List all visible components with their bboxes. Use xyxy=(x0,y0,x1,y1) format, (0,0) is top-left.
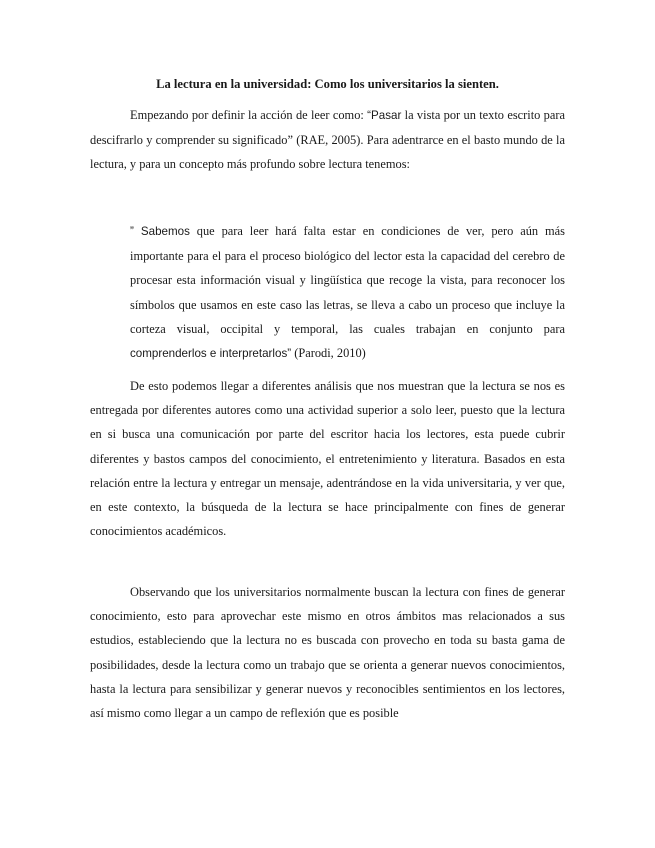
quote-close: comprenderlos e interpretarlos” xyxy=(130,347,292,361)
quote-open-sabemos: ” Sabemos xyxy=(130,225,190,238)
paragraph-3: Observando que los universitarios normalmente buscan la lectura con fines de generar conocimiento, esto para aprovechar este mismo en otros ámbitos mas relacionados a sus estudios, estableciendo que la lectura no es buscada con provecho en toda su basta gama de posibilidades, desde la lectura como un trabajo que se orienta a generar nuevos conocimientos, hasta la lectura para sensibilizar y generar nuevos y reconocibles sentimientos en los lectores, así mismo como llegar a un campo de reflexión que es posible xyxy=(90,585,565,721)
block-quote xyxy=(130,219,565,366)
paragraph-1 xyxy=(90,103,565,177)
quote-citation: (Parodi, 2010) xyxy=(291,346,366,361)
block-quote-body: que para leer hará falta estar en condiciones de ver, pero aún más importante para el para el proceso biológico del lector esta la capacidad del cerebro de procesar esta información visual y lingüística que recoge la vista, para reconocer los símbolos que usamos en este caso las letras, se lleva a cabo un proceso que incluye la corteza visual, occipital y temporal, las cuales trabajan en conjunto para xyxy=(130,224,565,336)
document-title: La lectura en la universidad: Como los universitarios la sienten. xyxy=(156,77,499,91)
quote-open-pasar: “Pasar xyxy=(367,109,402,122)
paragraph-1-text-start: Empezando por definir la acción de leer como: xyxy=(130,108,368,122)
paragraph-1-text-end: la vista por un texto escrito para descifrarlo y comprender su significado” (RAE, 2005). Para adentrarce en el basto mundo de la lectura, y para un concepto más profundo sobre lectura tenemos: xyxy=(90,108,565,172)
paragraph-2: De esto podemos llegar a diferentes análisis que nos muestran que la lectura se nos es entregada por diferentes autores como una actividad superior a solo leer, puesto que la lectura en si busca una comunicación por parte del escritor hacia los lectores, esta puede cubrir diferentes y bastos campos del conocimiento, el entretenimiento y literatura. Basados en esta relación entre la lectura y entregar un mensaje, adentrándose en la vida universitaria, y ver que, en este contexto, la búsqueda de la lectura se hace principalmente con fines de generar conocimientos académicos. xyxy=(90,379,565,539)
